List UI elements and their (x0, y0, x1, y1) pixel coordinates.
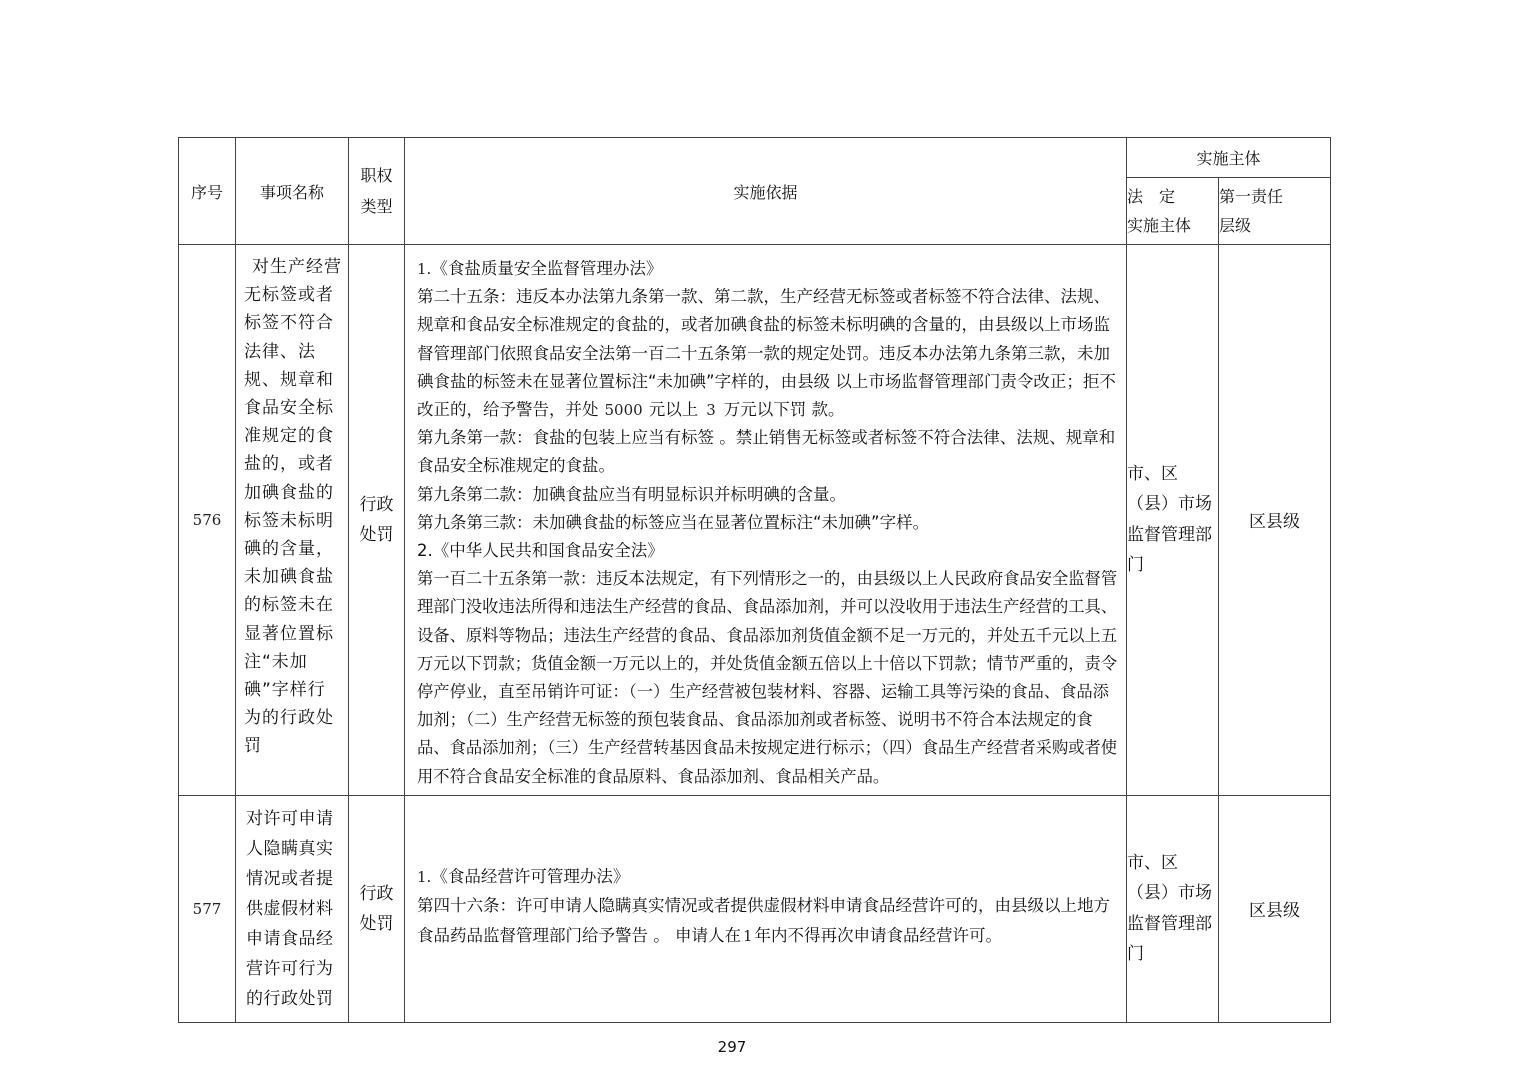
basis-law-title: 《食品经营许可管理办法》 (431, 866, 630, 886)
basis-article-text: 第二十五条：违反本办法第九条第一款、第二款，生产经营无标签或者标签不符合法律、法规、规章和食品安全标准规定的食盐的，或者加碘食盐的标签未标明碘的含量的，由县级以上市场监督管理部门依照食品安全法第一百二十五条第一款的规定处罚。违反本办法第九条第三款，未加碘食盐的标签未在显著位置标注“未加碘”字样的，由县级 以上市场监督管理部门责令改正；拒不改正的，给予警告，并处 (417, 287, 1116, 420)
row-responsibility-level: 区县级 (1219, 245, 1331, 796)
header-first-responsibility-line1: 第一责任 (1219, 187, 1284, 206)
row-seq (179, 795, 236, 1022)
authority-table (178, 137, 1331, 1023)
row-item-name (236, 245, 349, 796)
basis-amount: 3 (706, 401, 716, 420)
basis-paragraph: 第九条第一款：食盐的包装上应当有标签 。禁止销售无标签或者标签不符合法律、法规、规章和食品安全标准规定的食盐。 (417, 428, 1116, 476)
header-first-responsibility (1219, 178, 1331, 245)
basis-amount: 1 (743, 926, 753, 945)
header-implementer: 实施主体 (1127, 138, 1331, 178)
basis-article-text: 元以上 (648, 400, 699, 420)
basis-article-text: 第四十六条：许可申请人隐瞒真实情况或者提供虚假材料申请食品经营许可的，由县级以上地方食品药品监督管理部门给予警告 。 申请人在 (417, 895, 1110, 945)
basis-law-title: 《食盐质量安全监督管理办法》 (431, 259, 663, 278)
row-power-type (349, 245, 405, 796)
row-power-type-line1: 行政 (359, 883, 394, 904)
basis-amount: 5000 (604, 401, 643, 420)
header-item-name: 事项名称 (236, 138, 349, 245)
basis-paragraph (417, 863, 1118, 891)
basis-paragraph (417, 283, 1118, 424)
row-basis-text (405, 863, 1126, 955)
basis-paragraph: 2.《中华人民共和国食品安全法》 (417, 541, 664, 561)
row-power-type-line2: 处罚 (359, 913, 394, 934)
header-first-responsibility-line2: 层级 (1219, 216, 1252, 235)
header-legal-implementer-line1: 法 定 (1127, 187, 1176, 206)
header-legal-implementer (1127, 178, 1219, 245)
basis-article-text: 万元以下罚 款。 (723, 400, 845, 420)
row-item-name-text: 对许可申请人隐瞒真实情况或者提供虚假材料申请食品经营许可行为的行政处罚 (246, 808, 334, 1009)
row-basis (405, 795, 1127, 1022)
basis-paragraph: 第九条第三款：未加碘食盐的标签应当在显著位置标注“未加碘”字样。 (417, 512, 930, 532)
basis-article-text: 年内不得再次申请食品经营许可。 (754, 925, 1003, 945)
basis-paragraph (417, 255, 1118, 283)
page-number: 297 (717, 1038, 747, 1056)
row-power-type-line2: 处罚 (359, 524, 394, 545)
row-seq (179, 245, 236, 796)
header-power-type: 职权 类型 (349, 138, 405, 245)
row-item-name-text: 对生产经营无标签或者标签不符合法律、法规、规章和食品安全标准规定的食盐的，或者加碘食盐的标签未标明碘的含量，未加碘食盐的标签未在显著位置标注“未加碘”字样行为的行政处罚 (244, 257, 342, 757)
header-legal-implementer-line2: 实施主体 (1127, 216, 1192, 235)
row-responsibility-level: 区县级 (1219, 795, 1331, 1022)
header-basis: 实施依据 (405, 138, 1127, 245)
row-item-name (236, 795, 349, 1022)
row-seq-value: 576 (192, 511, 222, 530)
row-basis (405, 245, 1127, 796)
basis-paragraph: 第一百二十五条第一款：违反本法规定，有下列情形之一的，由县级以上人民政府食品安全监督管理部门没收违法所得和违法生产经营的食品、食品添加剂，并可以没收用于违法生产经营的工具、设备、原料等物品；违法生产经营的食品、食品添加剂货值金额不足一万元的，并处五千元以上五万元以下罚款；货值金额一万元以上的，并处货值金额五倍以上十倍以下罚款；情节严重的，责令停产停业，直至吊销许可证：（一）生产经营被包装材料、容器、运输工具等污染的食品、食品添加剂；（二）生产经营无标签的预包装食品、食品添加剂或者标签、说明书不符合本法规定的食品、食品添加剂；（三）生产经营转基因食品未按规定进行标示；（四）食品生产经营者采购或者使用不符合食品安全标准的食品原料、食品添加剂、食品相关产品。 (417, 569, 1118, 786)
row-basis-text (405, 245, 1126, 795)
basis-paragraph: 第九条第二款：加碘食盐应当有明显标识并标明碘的含量。 (417, 484, 846, 504)
basis-number: 1. (417, 260, 432, 278)
table-row (179, 795, 1331, 1022)
row-power-type-line1: 行政 (359, 494, 394, 515)
row-legal-implementer: 市、区（县）市场监督管理部门 (1127, 795, 1219, 1022)
row-power-type (349, 795, 405, 1022)
row-legal-implementer: 市、区（县）市场监督管理部门 (1127, 245, 1219, 796)
basis-paragraph (417, 891, 1118, 951)
row-seq-value: 577 (192, 900, 222, 919)
header-seq: 序号 (179, 138, 236, 245)
basis-number: 1. (417, 867, 432, 886)
table-row (179, 245, 1331, 796)
